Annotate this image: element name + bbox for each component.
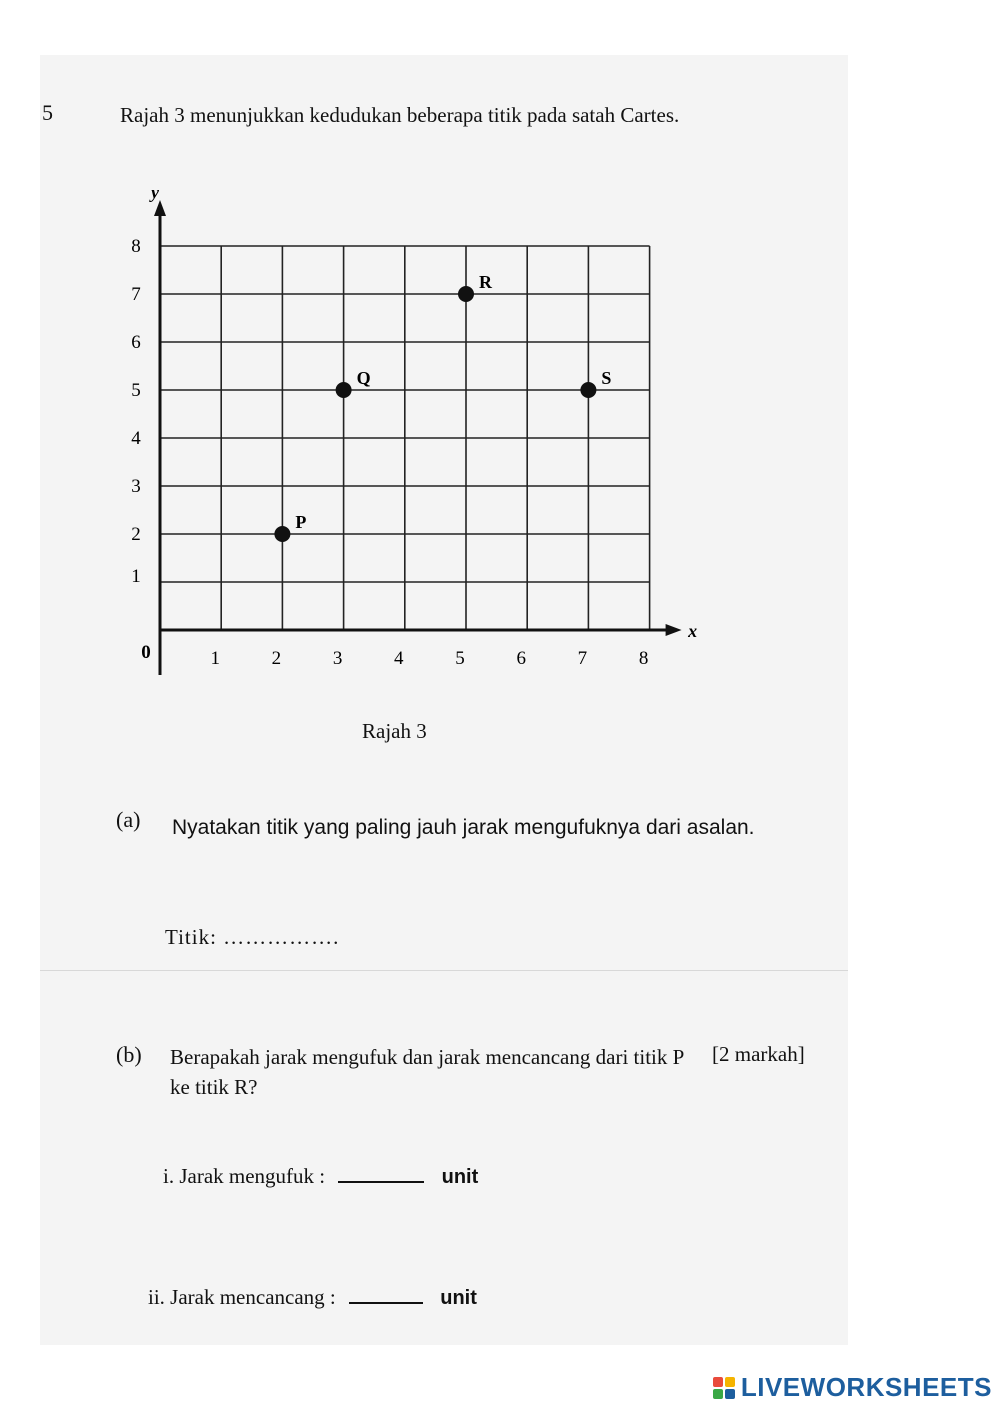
- y-tick-label: 2: [131, 524, 141, 545]
- axis-layer: [141, 190, 697, 675]
- point-s: [580, 382, 596, 398]
- x-axis-label: x: [688, 621, 698, 641]
- grid-layer: [160, 246, 650, 630]
- x-tick-label: 8: [638, 648, 649, 669]
- y-tick-label: 8: [131, 236, 141, 257]
- y-tick-label: 1: [131, 566, 141, 587]
- x-tick-label: 1: [210, 648, 220, 669]
- horizontal-distance-label: i. Jarak mengufuk :: [163, 1164, 326, 1188]
- point-layer: [274, 272, 611, 542]
- x-tick-label: 3: [332, 648, 343, 669]
- tick-layer: [131, 236, 648, 669]
- scan-divider: [40, 970, 848, 971]
- part-a-label: (a): [116, 807, 141, 832]
- origin-label: 0: [141, 642, 151, 663]
- horizontal-distance-row: [163, 1163, 478, 1189]
- vertical-distance-input[interactable]: [349, 1284, 423, 1304]
- cartesian-graph: [100, 190, 720, 700]
- question-number: 5: [42, 100, 53, 125]
- point-label-r: R: [479, 272, 492, 292]
- point-q: [336, 382, 352, 398]
- y-tick-label: 6: [131, 332, 141, 353]
- point-label-q: Q: [356, 368, 371, 388]
- vertical-distance-row: [148, 1284, 477, 1310]
- point-r: [458, 286, 474, 302]
- point-label-p: P: [295, 512, 307, 532]
- marks-label: [2 markah]: [712, 1042, 805, 1066]
- point-p: [274, 526, 290, 542]
- y-axis-label: y: [151, 190, 159, 202]
- point-label-s: S: [601, 368, 612, 388]
- x-tick-label: 6: [516, 648, 526, 669]
- vertical-distance-label: ii. Jarak mencancang :: [148, 1285, 336, 1309]
- figure-caption: Rajah 3: [362, 719, 427, 743]
- x-tick-label: 4: [394, 648, 404, 669]
- y-tick-label: 7: [131, 284, 141, 305]
- part-b-label: (b): [116, 1042, 142, 1067]
- part-a-answer-field[interactable]: Titik: …………….: [165, 925, 340, 949]
- x-tick-label: 2: [271, 648, 282, 669]
- liveworksheets-logo[interactable]: [713, 1372, 992, 1403]
- y-tick-label: 4: [131, 428, 141, 449]
- part-a-question: Nyatakan titik yang paling jauh jarak mengufuknya dari asalan.: [172, 816, 755, 839]
- y-tick-label: 5: [131, 380, 141, 401]
- logo-icon: [713, 1377, 735, 1399]
- part-b-question: Berapakah jarak mengufuk dan jarak mencancang dari titik P ke titik R?: [170, 1045, 684, 1099]
- question-intro: Rajah 3 menunjukkan kedudukan beberapa titik pada satah Cartes.: [120, 103, 680, 127]
- y-axis-arrow-icon: [154, 200, 166, 216]
- x-tick-label: 7: [577, 648, 588, 669]
- horizontal-distance-unit: unit: [441, 1166, 479, 1188]
- vertical-distance-unit: unit: [440, 1287, 477, 1309]
- y-tick-label: 3: [131, 476, 141, 497]
- x-axis-arrow-icon: [666, 624, 682, 636]
- brand-name: LIVEWORKSHEETS: [740, 1372, 992, 1402]
- horizontal-distance-input[interactable]: [338, 1163, 424, 1183]
- x-tick-label: 5: [455, 648, 465, 669]
